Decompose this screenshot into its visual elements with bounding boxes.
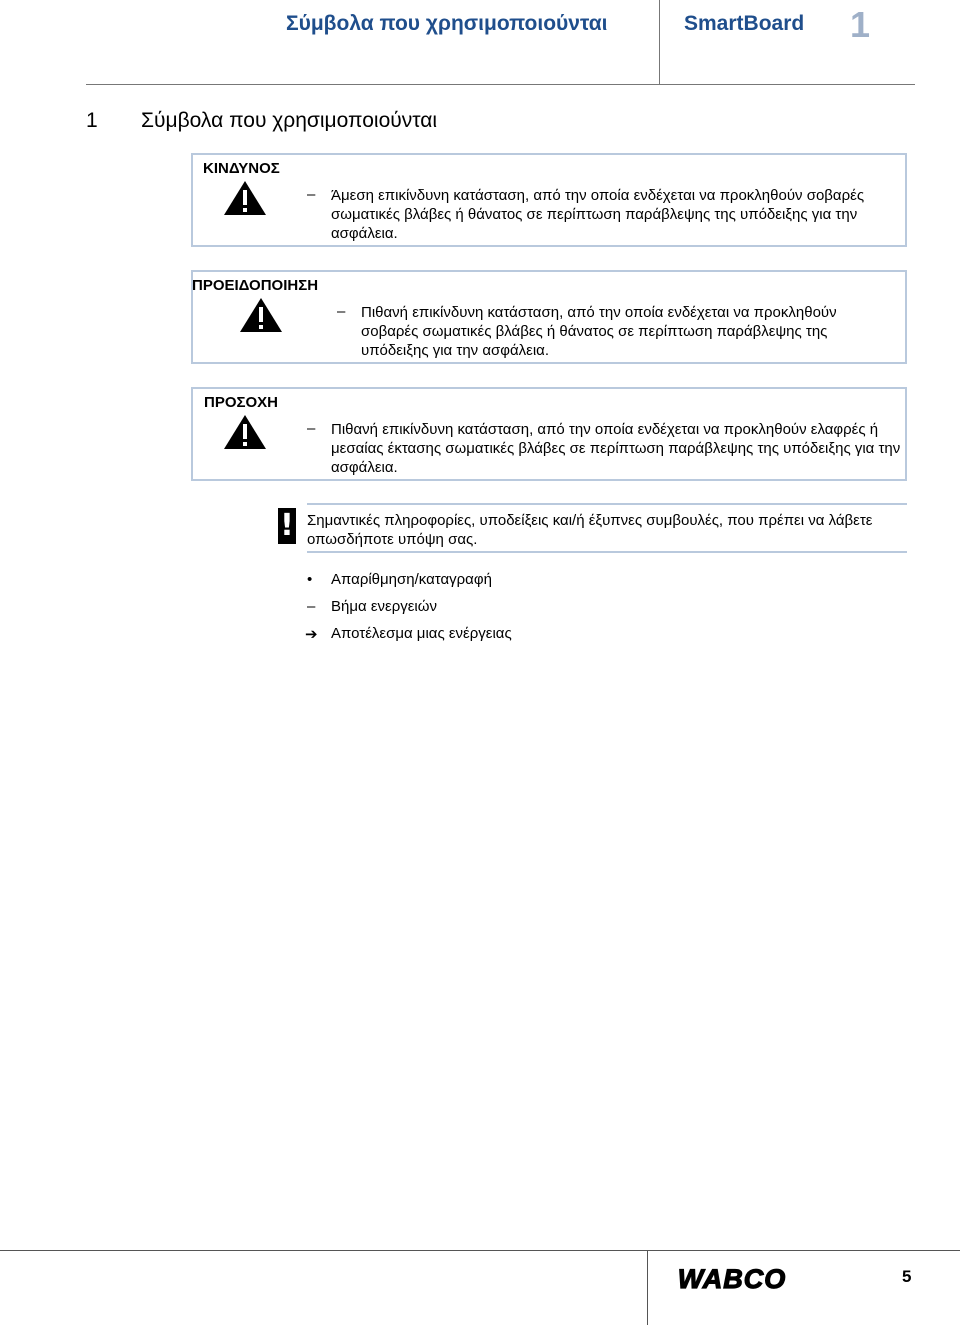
caution-text: Πιθανή επικίνδυνη κατάσταση, από την οποία ενδέχεται να προκληθούν ελαφρές ή μεσαίας έκτασης σωματικές βλάβες σε περίπτωση παράβλεψης της υπόδειξης για την ασφάλεια. [331,421,901,476]
exclamation-icon: ! [278,508,296,544]
header-chapter-number: 1 [850,4,871,45]
caution-dash: – [307,420,316,437]
page-number: 5 [902,1267,912,1286]
dash-symbol: – [307,598,316,615]
warning-triangle-icon [223,180,267,216]
bullet-symbol: • [307,571,313,588]
note-bottom-rule [307,551,907,553]
legend-item-enumeration: Απαρίθμηση/καταγραφή [331,571,492,588]
warning-triangle-icon [223,414,267,450]
header-divider [659,0,660,85]
header-chapter-title: Σύμβολα που χρησιμοποιούνται [286,12,608,35]
warning-label: ΠΡΟΕΙΔΟΠΟΙΗΣΗ [192,277,319,294]
footer-rule [0,1250,960,1251]
danger-dash: – [307,186,316,203]
header-rule [86,84,915,85]
warning-dash: – [337,303,346,320]
legend-item-action-step: Βήμα ενεργειών [331,598,437,615]
section-title: Σύμβολα που χρησιμοποιούνται [141,109,438,132]
caution-label: ΠΡΟΣΟΧΗ [204,394,279,411]
header-product-name: SmartBoard [684,12,805,35]
warning-triangle-icon [239,297,283,333]
note-text: Σημαντικές πληροφορίες, υποδείξεις και/ή έξυπνες συμβουλές, που πρέπει να λάβετε οπωσδήποτε υπόψη σας. [307,512,873,548]
legend-item-result: Αποτέλεσμα μιας ενέργειας [331,625,512,642]
logo-text: WABCO [677,1264,787,1292]
section-number: 1 [86,109,98,132]
note-top-rule [307,503,907,505]
wabco-logo [662,1264,802,1292]
danger-text: Άμεση επικίνδυνη κατάσταση, από την οποία ενδέχεται να προκληθούν σοβαρές σωματικές βλάβες ή θάνατος σε περίπτωση παράβλεψης της υπόδειξης για την ασφάλεια. [331,187,865,242]
danger-label: ΚΙΝΔΥΝΟΣ [203,160,280,177]
arrow-right-icon: ➔ [305,626,318,643]
footer-divider [647,1250,648,1325]
warning-text: Πιθανή επικίνδυνη κατάσταση, από την οποία ενδέχεται να προκληθούν σοβαρές σωματικές βλάβες ή θάνατος σε περίπτωση παράβλεψης της υπόδειξης για την ασφάλεια. [361,304,837,359]
